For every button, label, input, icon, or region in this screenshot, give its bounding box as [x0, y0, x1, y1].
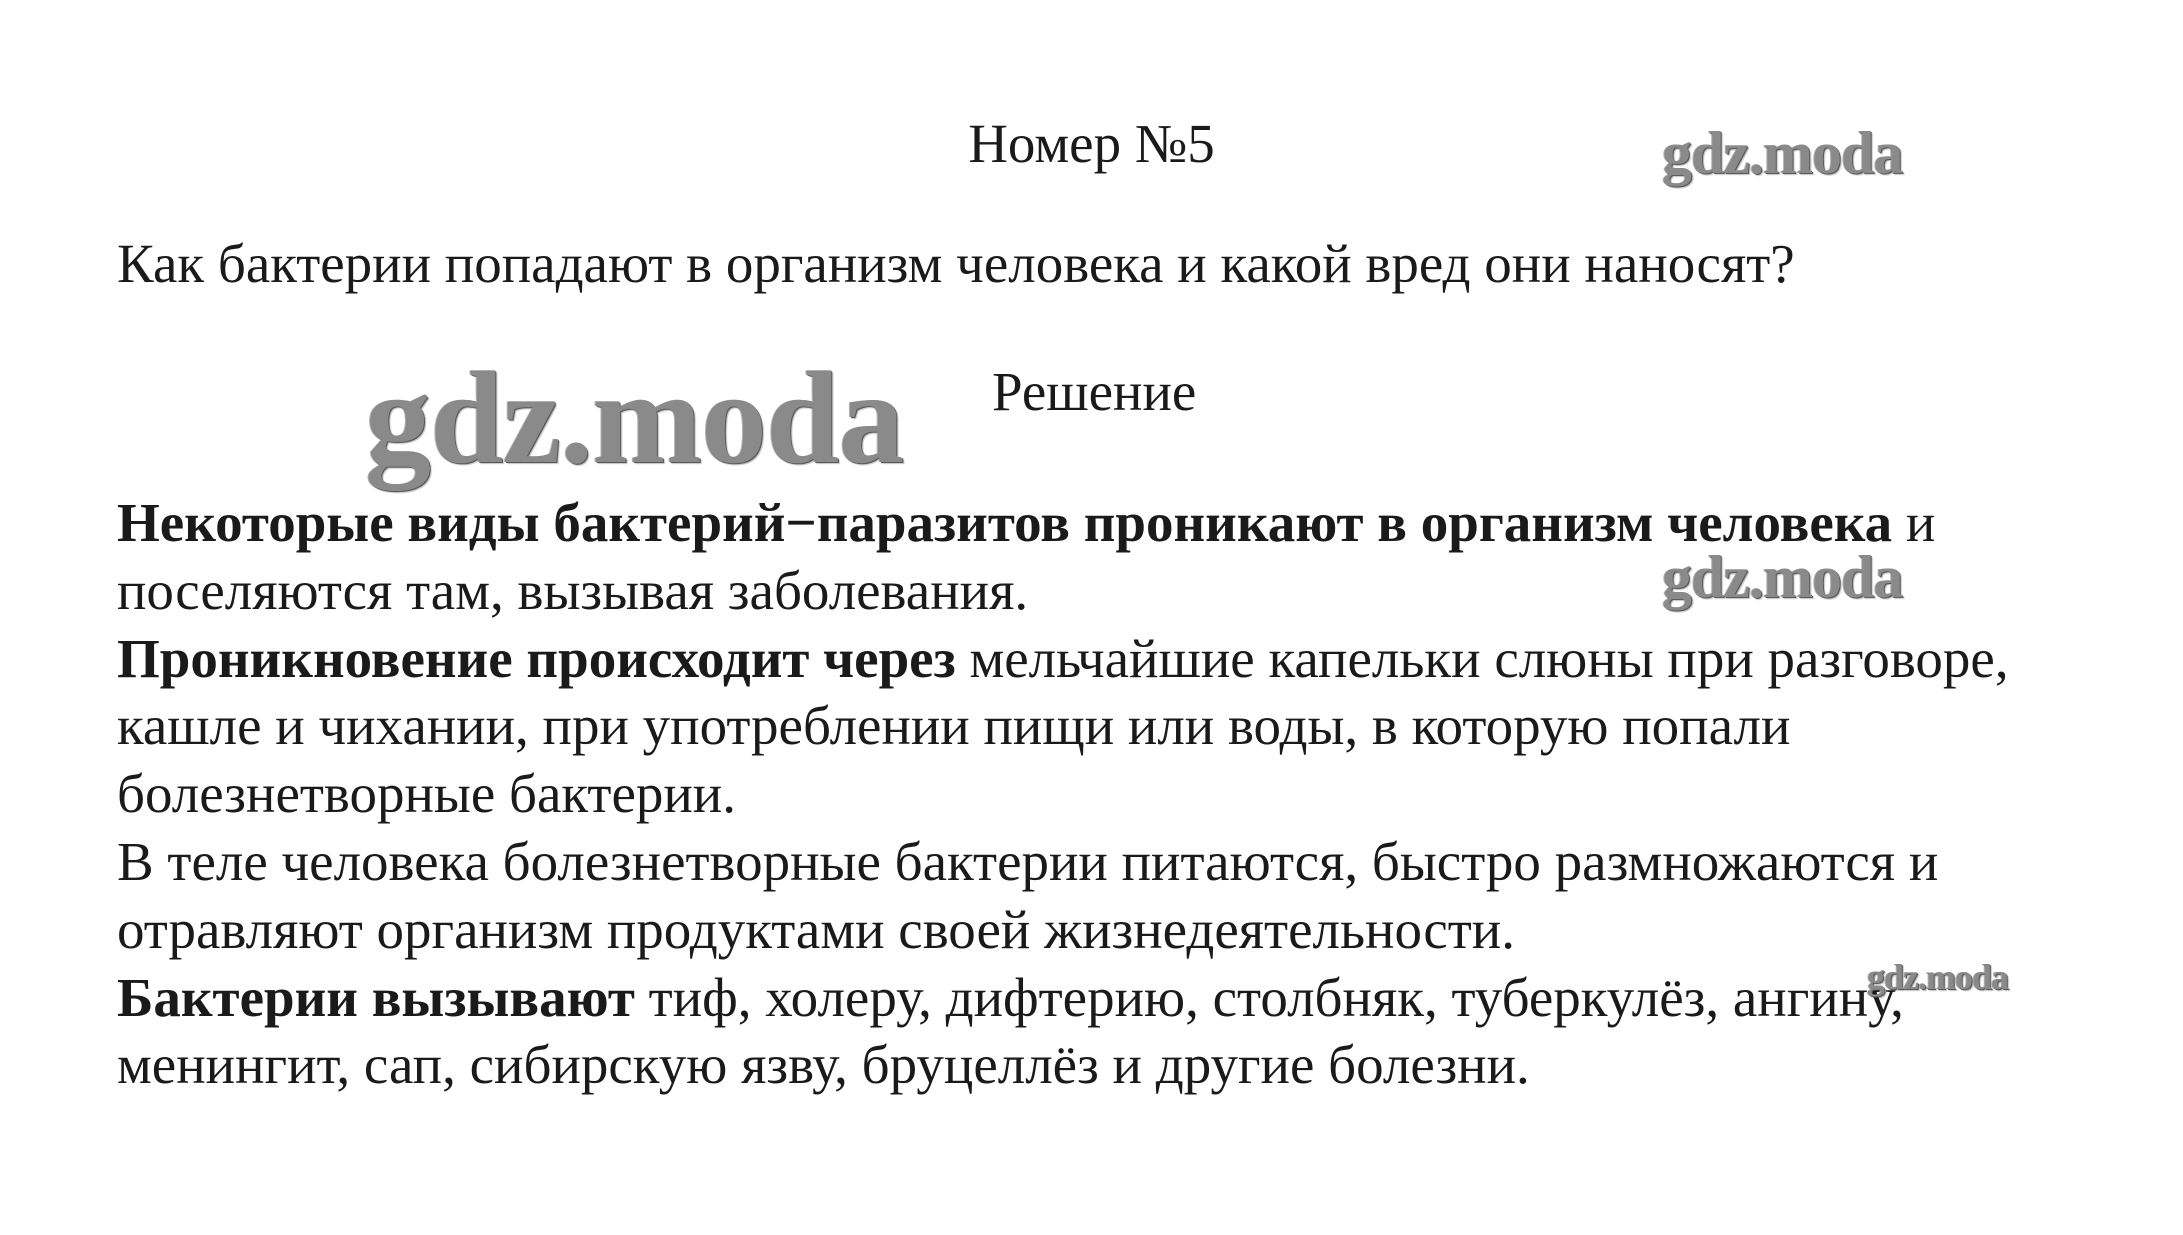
answer-p1-bold: Некоторые виды бактерий−паразитов проникают в организм человека	[117, 492, 1893, 553]
answer-p1-text: и поселяются там, вызывая заболевания.	[117, 492, 1936, 621]
answer-p4-text: тиф, холеру, дифтерию, столбняк, туберкулёз, ангину, менингит, сап, сибирскую язву, бруцеллёз и другие болезни.	[117, 966, 1904, 1096]
answer-paragraph-2	[117, 625, 2117, 828]
answer-p2-bold: Проникновение происходит через	[117, 627, 956, 689]
answer-paragraph-3	[117, 828, 2117, 964]
watermark-middle-right: gdz.moda	[1662, 544, 1903, 610]
solution-heading: Решение	[992, 361, 1197, 422]
watermark-large-left: gdz.moda	[365, 344, 904, 491]
watermark-top-right: gdz.moda	[1662, 120, 1903, 186]
page-title: Номер №5	[968, 113, 1215, 174]
answer-paragraph-4	[117, 964, 2117, 1100]
question-text: Как бактерии попадают в организм человека и какой вред они наносят?	[117, 233, 1795, 294]
answer-p2-text: мельчайшие капельки слюны при разговоре, кашле и чихании, при употреблении пищи или воды, в которую попали болезнетворные бактерии.	[117, 627, 2009, 825]
answer-p4-bold: Бактерии вызывают	[117, 966, 635, 1028]
watermark-small-right: gdz.moda	[1867, 957, 2009, 997]
answer-p3-text: В теле человека болезнетворные бактерии питаются, быстро размножаются и отравляют организм продуктами своей жизнедеятельности.	[117, 830, 1939, 960]
